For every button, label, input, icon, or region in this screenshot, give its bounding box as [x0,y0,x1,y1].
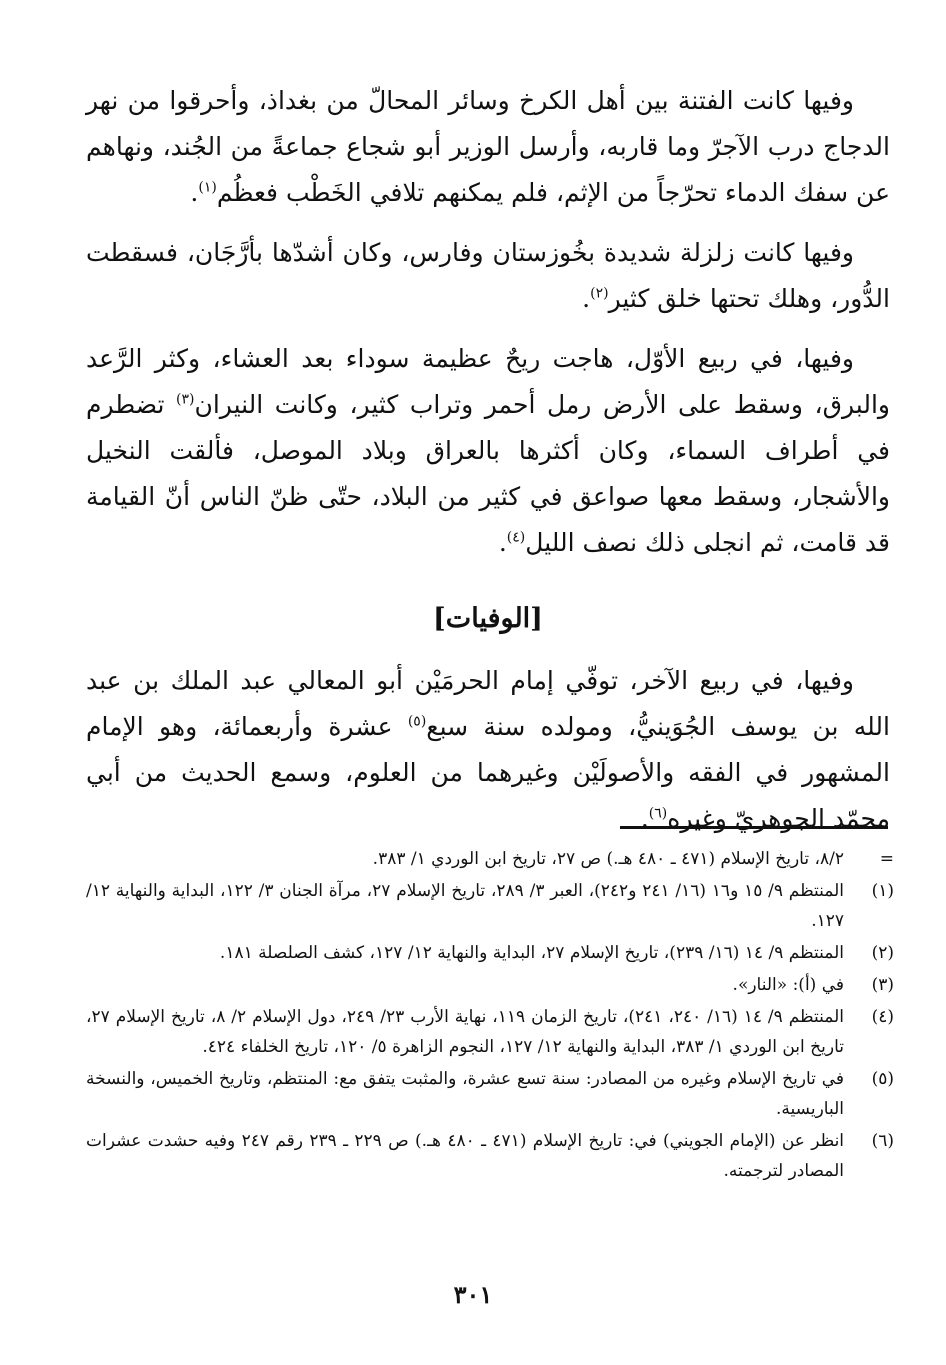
paragraph-text: عشرة وأربعمائة، وهو الإمام المشهور في الفقه والأصولَيْن وغيرهما من العلوم، وسمع الحديث من أبي محمّد الجوهريّ وغيره [86,712,890,833]
footnote-item [86,938,894,968]
paragraph-storm: وفيها، في ربيع الأوّل، هاجت ريحٌ عظيمة سوداء بعد العشاء، وكثر الرَّعد والبرق، وسقط على الأرض رمل أحمر وتراب كثير، وكانت النيران$^{(٣)}$ تضطرم في أطراف السماء، وكان أكثرها بالعراق وبلاد الموصل، فألقت النخيل والأشجار، وسقط معها صواعق في كثير من البلاد، حتّى ظنّ الناس أنّ القيامة قد قامت، ثم انجلى ذلك نصف الليل$^{(٤)}$. [86,344,890,557]
footnote-number: (٥) [871,1069,894,1089]
paragraph-text: وفيها كانت زلزلة شديدة بخُوزستان وفارس، وكان أشدّها بأرَّجَان، فسقطت الدُّور، وهلك تحتها خلق كثير [86,238,890,313]
footnote-item [86,1064,894,1124]
main-text [86,78,890,856]
footnote-ref: (٢) [590,285,609,302]
page-number: ٣٠١ [453,1280,493,1309]
footnote-number: (٤) [871,1007,894,1027]
footnote-item [86,876,894,936]
footnote-number: (١) [871,881,894,901]
footnote-ref: (٤) [506,529,526,546]
footnote-item [86,844,894,874]
footnote-number: (٢) [871,943,894,963]
section-heading: [الوفيات] [433,603,543,634]
footnote-number: = [879,849,894,869]
footnote-number: (٣) [871,975,894,995]
footnote-item [86,1002,894,1062]
footnote-text: المنتظم ٩/ ١٤ (١٦/ ٢٣٩)، تاريخ الإسلام ٢٧، البداية والنهاية ١٢/ ١٢٧، كشف الصلصلة ١٨١. [219,943,844,963]
footnote-text: في (أ): «النار». [732,975,844,995]
footnote-ref: (٦) [648,805,668,822]
footnote-ref: (٥) [407,713,427,730]
paragraph-earthquake: وفيها كانت زلزلة شديدة بخُوزستان وفارس، وكان أشدّها بأرَّجَان، فسقطت الدُّور، وهلك تحتها خلق كثير$^{(٢)}$. [86,238,890,313]
footnote-divider [620,826,888,829]
footnote-text: المنتظم ٩/ ١٥ و١٦ (١٦/ ٢٤١ و٢٤٢)، العبر ٣/ ٢٨٩، تاريخ الإسلام ٢٧، مرآة الجنان ٣/ ١٢٢، البداية والنهاية ١٢/ ١٢٧. [86,881,845,931]
paragraph-fitna: وفيها كانت الفتنة بين أهل الكرخ وسائر المحالّ من بغداذ، وأحرقوا من نهر الدجاج درب الآجرّ وما قاربه، وأرسل الوزير أبو شجاع جماعةً من الجُند، ونهاهم عن سفك الدماء تحرّجاً من الإثم، فلم يمكنهم تلافي الخَطْب فعظُم$^{(١)}$. [86,86,890,207]
footnote-number: (٦) [871,1131,894,1151]
footnote-ref: (١) [198,179,217,196]
paragraph-text: وفيها، في ربيع الآخر، توفّي إمام الحرمَيْن أبو المعالي عبد الملك بن عبد الله بن يوسف الجُوَينيُّ، ومولده سنة سبع [86,666,890,741]
footnote-text: انظر عن (الإمام الجويني) في: تاريخ الإسلام (٤٧١ ـ ٤٨٠ هـ.) ص ٢٢٩ ـ ٢٣٩ رقم ٢٤٧ وفيه حشدت عشرات المصادر لترجمته. [86,1131,845,1181]
paragraph-text: تضطرم في أطراف السماء، وكان أكثرها بالعراق وبلاد الموصل، فألقت النخيل والأشجار، وسقط معها صواعق في كثير من البلاد، حتّى ظنّ الناس أنّ القيامة قد قامت، ثم انجلى ذلك نصف الليل [86,390,890,557]
footnote-item [86,970,894,1000]
paragraph-text: وفيها كانت الفتنة بين أهل الكرخ وسائر المحالّ من بغداذ، وأحرقوا من نهر الدجاج درب الآجرّ وما قاربه، وأرسل الوزير أبو شجاع جماعةً من الجُند، ونهاهم عن سفك الدماء تحرّجاً من الإثم، فلم يمكنهم تلافي الخَطْب فعظُم [86,86,890,207]
footnote-text: ٨/٢، تاريخ الإسلام (٤٧١ ـ ٤٨٠ هـ.) ص ٢٧، تاريخ ابن الوردي ١/ ٣٨٣. [372,849,844,869]
footnote-text: المنتظم ٩/ ١٤ (١٦/ ٢٤٠، ٢٤١)، تاريخ الزمان ١١٩، نهاية الأرب ٢٣/ ٢٤٩، دول الإسلام ٢/ ٨، تاريخ الإسلام ٢٧، تاريخ ابن الوردي ١/ ٣٨٣، البداية والنهاية ١٢/ ١٢٧، النجوم الزاهرة ٥/ ١٢٠، تاريخ الخلفاء ٤٢٤. [86,1007,844,1057]
footnote-item [86,1126,894,1186]
footnote-ref: (٣) [176,391,195,408]
footnotes [86,844,894,1188]
footnote-text: في تاريخ الإسلام وغيره من المصادر: سنة تسع عشرة، والمثبت يتفق مع: المنتظم، وتاريخ الخميس، والنسخة الباريسية. [86,1069,844,1119]
paragraph-juwayni: وفيها، في ربيع الآخر، توفّي إمام الحرمَيْن أبو المعالي عبد الملك بن عبد الله بن يوسف الجُوَينيُّ، ومولده سنة سبع$^{(٥)}$ عشرة وأربعمائة، وهو الإمام المشهور في الفقه والأصولَيْن وغيرهما من العلوم، وسمع الحديث من أبي محمّد الجوهريّ وغيره$^{(٦)}$. [86,666,890,833]
paragraph-text: وفيها، في ربيع الأوّل، هاجت ريحٌ عظيمة سوداء بعد العشاء، وكثر الرَّعد والبرق، وسقط على الأرض رمل أحمر وتراب كثير، وكانت النيران [86,344,890,419]
